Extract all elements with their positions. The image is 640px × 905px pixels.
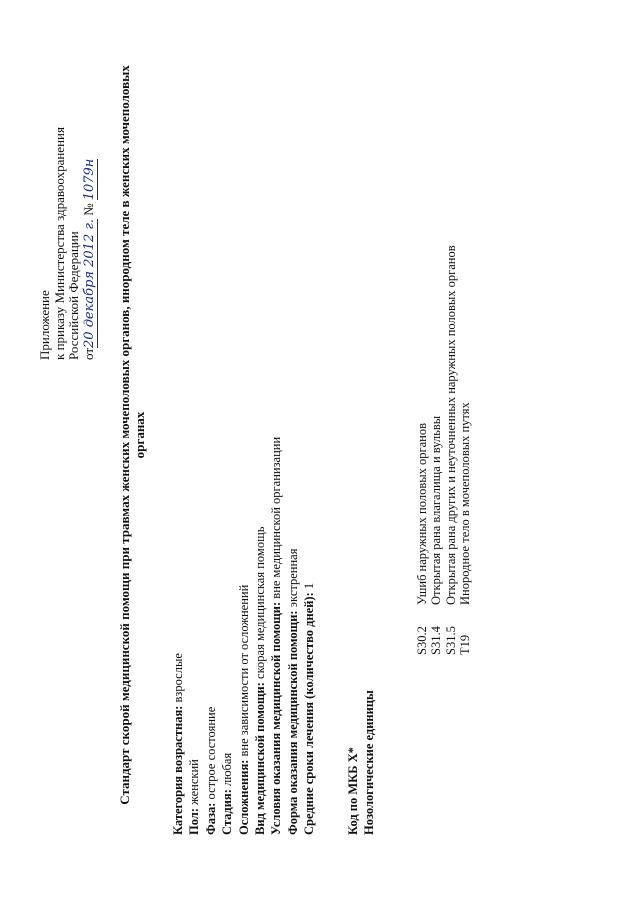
icd-code: T19 [457,634,472,655]
appendix-header [38,20,97,360]
nosological-units-label: Нозологические единицы [362,690,377,835]
param-label: Пол: [187,808,202,835]
appendix-line: Приложение [37,290,52,360]
param-label: Форма оказания медицинской помощи: [285,610,300,835]
param-label: Осложнения: [236,759,251,835]
icd-code: S31.4 [429,626,444,655]
icd-code-list [415,245,472,655]
order-date-line [82,20,98,360]
param-row [203,115,219,835]
param-row [236,115,252,835]
param-label: Вид медицинской помощи: [253,682,268,835]
param-label: Условия оказания медицинской помощи: [269,601,284,835]
icd-heading [345,690,378,835]
param-value: вне зависимости от осложнений [236,584,251,760]
number-label: № [80,203,96,216]
icd-name: Ушиб наружных половых органов [415,422,429,605]
param-value: 1 [302,582,317,593]
param-value: вне медицинской организации [269,436,284,602]
param-value: взрослые [171,653,185,706]
param-label: Категория возрастная: [171,705,185,835]
appendix-line: к приказу Министерства здравоохранения [51,127,67,360]
param-row [301,115,317,835]
param-value: любая [220,752,235,790]
param-value: острое состояние [203,706,218,803]
handwritten-date: 20 декабря 2012 г. [81,218,97,348]
param-value: экстренная [285,548,300,611]
param-label: Средние сроки лечения (количество дней): [302,592,317,835]
icd-code: S30.2 [415,626,429,655]
appendix-line: Российской Федерации [66,231,81,360]
icd-name: Открытая рана влагалища и вульвы [429,415,444,605]
document-title: Стандарт скорой медицинской помощи при травмах женских мочеполовых органов, инородном теле в женских мочеполовых органах [117,65,147,805]
icd-code-row [444,245,458,655]
standard-parameters [170,115,318,835]
param-row [186,115,202,835]
param-row [219,115,235,835]
param-row [268,115,284,835]
icd-code-row [429,245,443,655]
param-label: Фаза: [203,802,218,835]
param-row [170,115,186,835]
from-label: от [80,347,96,360]
param-value: скорая медицинская помощь [253,526,268,683]
icd-code: S31.5 [443,626,458,655]
param-row [285,115,301,835]
icd-code-row [458,245,472,655]
param-value: женский [187,759,202,809]
icd-code-row [415,245,429,655]
icd-name: Инородное тело в мочеполовых путях [457,402,472,605]
icd-code-label: Код по МКБ X* [346,747,360,835]
param-row [252,115,268,835]
icd-name: Открытая рана других и неуточненных наружных половых органов [443,245,458,605]
param-label: Стадия: [220,789,235,835]
handwritten-number: 1079н [81,158,97,201]
